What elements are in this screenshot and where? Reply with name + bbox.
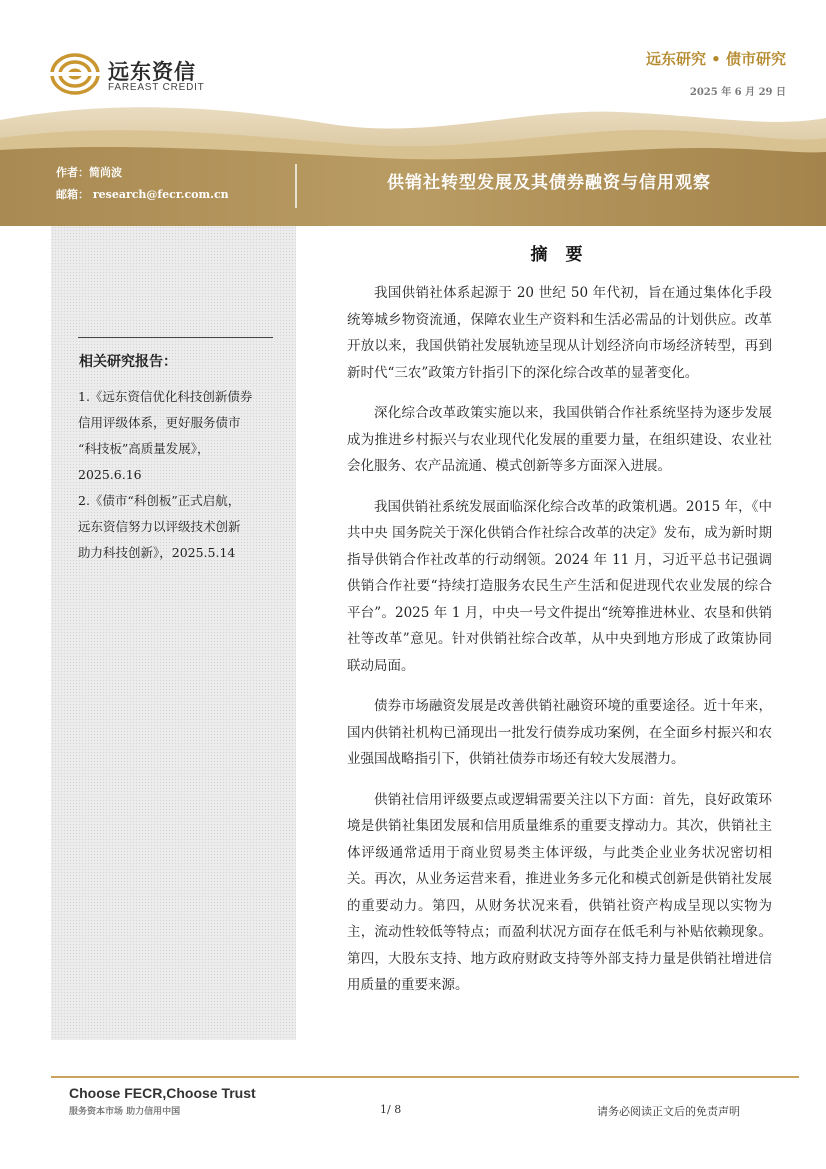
related-report-line: 2.《债市“科创板”正式启航， (78, 493, 241, 508)
sidebar-heading: 相关研究报告： (79, 354, 177, 370)
banner-divider (295, 164, 297, 208)
title-banner (0, 98, 826, 226)
footer-divider (51, 1076, 799, 1078)
email-line: 邮箱： research@fecr.com.cn (56, 188, 229, 201)
logo-text-en: FAREAST CREDIT (108, 82, 205, 93)
related-report-line: 助力科技创新》，2025.5.14 (78, 545, 236, 560)
report-title: 供销社转型发展及其债券融资与信用观察 (387, 173, 711, 193)
abstract-title: 摘 要 (530, 245, 589, 265)
report-date: 2025 年 6 月 29 日 (689, 87, 786, 98)
related-report-line: 信用评级体系，更好服务债市 (78, 415, 241, 430)
abstract-paragraph: 供销社信用评级要点或逻辑需要关注以下方面：首先，良好政策环境是供销社集团发展和信用质量维系的重要支撑动力。其次，供销社主体评级通常适用于商业贸易类主体评级，与此类企业业务状况密切相关。再次，从业务运营来看，推进业务多元化和模式创新是供销社发展的重要动力。第四，从财务状况来看，供销社资产构成呈现以实物为主，流动性较低等特点；而盈利状况方面存在低毛利与补贴依赖现象。第四，大股东支持、地方政府财政支持等外部支持力量是供销社增进信用质量的重要来源。 (347, 791, 772, 993)
author-line: 作者：简尚波 (56, 166, 122, 179)
footer-slogan-sub: 服务资本市场 助力信用中国 (69, 1107, 181, 1117)
related-reports-list (78, 384, 278, 566)
company-logo (50, 52, 220, 96)
banner-background (0, 98, 826, 226)
logo-text-cn: 远东资信 (108, 60, 196, 84)
related-report-line: “科技板”高质量发展》， (78, 441, 210, 456)
abstract-paragraph: 我国供销社系统发展面临深化综合改革的政策机遇。2015 年，《中共中央 国务院关于深化供销合作社综合改革的决定》发布，成为新时期指导供销合作社改革的行动纲领。2024 年 11 月，习近平总书记强调供销合作社要“持续打造服务农民生产生活和促进现代农业发展的综合平台”。2025 年 1 月，中央一号文件提出“统筹推进林业、农垦和供销社等改革”意见。针对供销社综合改革，从中央到地方形成了政策协同联动局面。 (347, 498, 772, 674)
related-report-line: 1.《远东资信优化科技创新债券 (78, 389, 253, 404)
abstract-paragraph: 我国供销社体系起源于 20 世纪 50 年代初，旨在通过集体化手段统筹城乡物资流通，保障农业生产资料和生活必需品的计划供应。改革开放以来，我国供销社发展轨迹呈现从计划经济向市场经济转型，再到新时代“三农”政策方针指引下的深化综合改革的显著变化。 (347, 285, 772, 381)
abstract-section (347, 240, 772, 1013)
disclaimer-note: 请务必阅读正文后的免责声明 (597, 1105, 740, 1118)
page-number: 1/ 8 (380, 1103, 402, 1116)
abstract-paragraph: 深化综合改革政策实施以来，我国供销合作社系统坚持为逐步发展成为推进乡村振兴与农业现代化发展的重要力量，在组织建设、农业社会化服务、农产品流通、模式创新等多方面深入进展。 (347, 405, 772, 474)
research-category: 远东研究 • 债市研究 (645, 50, 786, 68)
related-reports-sidebar (51, 226, 296, 1040)
footer-slogan: Choose FECR,Choose Trust (69, 1085, 256, 1101)
related-report-line: 2025.6.16 (78, 467, 142, 482)
abstract-paragraph: 债券市场融资发展是改善供销社融资环境的重要途径。近十年来，国内供销社机构已涌现出一批发行债券成功案例，在全面乡村振兴和农业强国战略指引下，供销社债券市场还有较大发展潜力。 (347, 698, 772, 767)
sidebar-divider (78, 337, 273, 338)
logo-mark-icon (50, 52, 100, 96)
related-report-line: 远东资信努力以评级技术创新 (78, 519, 241, 534)
